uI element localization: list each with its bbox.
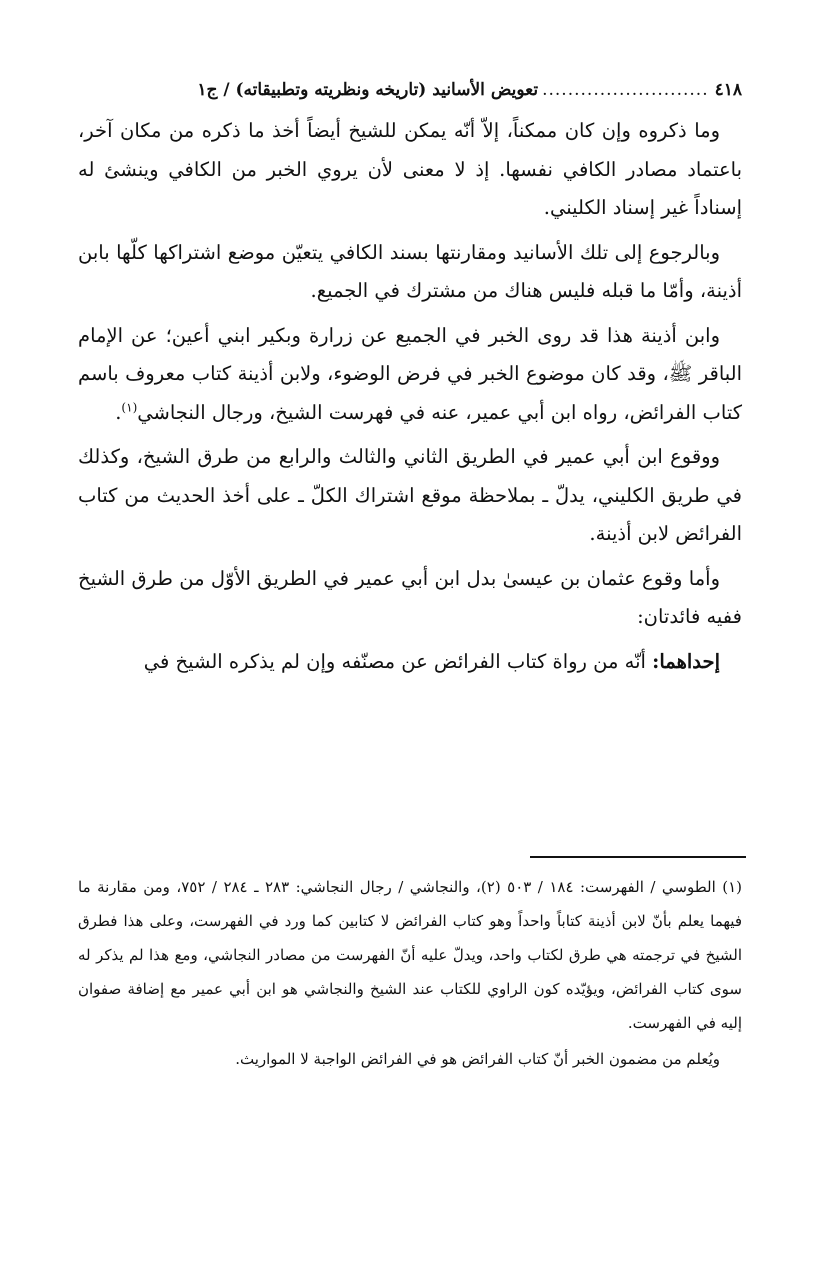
paragraph-3-end: . [115, 400, 122, 424]
header-leader-dots: .......................... [542, 80, 709, 100]
footnote-separator [530, 856, 746, 858]
paragraph-6-text: أنّه من رواة كتاب الفرائض عن مصنّفه وإن لم يذكره الشيخ في [143, 649, 646, 673]
page-body [78, 78, 742, 687]
paragraph-1: وما ذكروه وإن كان ممكناً، إلاّ أنّه يمكن للشيخ أيضاً أخذ ما ذكره من مكان آخر، باعتماد مصادر الكافي نفسها. إذ لا معنى لأن يروي الخبر من الكافي وينشئ له إسناداً غير إسناد الكليني. [78, 119, 742, 219]
footnotes [78, 870, 742, 1076]
main-text [78, 112, 742, 681]
paragraph-4: ووقوع ابن أبي عمير في الطريق الثاني والثالث والرابع من طرق الشيخ، وكذلك في طريق الكليني، يدلّ ـ بملاحظة موقع اشتراك الكلّ ـ على أخذ الحديث من كتاب الفرائض لابن أذينة. [78, 445, 742, 545]
footnote-1-continuation: ويُعلم من مضمون الخبر أنّ كتاب الفرائض هو في الفرائض الواجبة لا المواريث. [235, 1050, 720, 1068]
paragraph-3 [78, 317, 742, 433]
paragraph-6-label: إحداهما: [652, 649, 720, 673]
footnote-reference[interactable]: (١) [121, 400, 138, 414]
running-header [78, 78, 742, 102]
paragraph-3-text: وابن أذينة هذا قد روى الخبر في الجميع عن زرارة وبكير ابني أعين؛ عن الإمام الباقر ﷺ، وقد كان موضوع الخبر في فرض الوضوء، ولابن أذينة كتاب معروف باسم كتاب الفرائض، رواه ابن أبي عمير، عنه في فهرست الشيخ، ورجال النجاشي [78, 323, 742, 424]
paragraph-2: وبالرجوع إلى تلك الأسانيد ومقارنتها بسند الكافي يتعيّن موضع اشتراكها كلّها بابن أذينة، وأمّا ما قبله فليس هناك من مشترك في الجميع. [78, 240, 742, 302]
book-title: تعويض الأسانيد (تاريخه ونظريته وتطبيقاته) / ج١ [197, 80, 539, 100]
page-number: ٤١٨ [714, 80, 742, 100]
paragraph-6 [78, 643, 742, 682]
paragraph-5: وأما وقوع عثمان بن عيسىٰ بدل ابن أبي عمير في الطريق الأوّل من طرق الشيخ ففيه فائدتان: [78, 566, 742, 628]
footnote-1: (١) الطوسي / الفهرست: ١٨٤ / ٥٠٣ (٢)، والنجاشي / رجال النجاشي: ٢٨٣ ـ ٢٨٤ / ٧٥٢، ومن مقارنة ما فيهما يعلم بأنّ لابن أذينة كتاباً واحداً وهو كتاب الفرائض لا كتابين كما ورد في الفهرست، وعلى هذا فطرق الشيخ في ترجمته هي طرق لكتاب واحد، ويدلّ عليه أنّ الفهرست من مصادر النجاشي، ومع هذا لم يذكر له سوى كتاب الفرائض، ويؤيّده كون الراوي للكتاب عند الشيخ والنجاشي هو ابن أبي عمير مع إضافة صفوان إليه في الفهرست. [78, 878, 742, 1032]
